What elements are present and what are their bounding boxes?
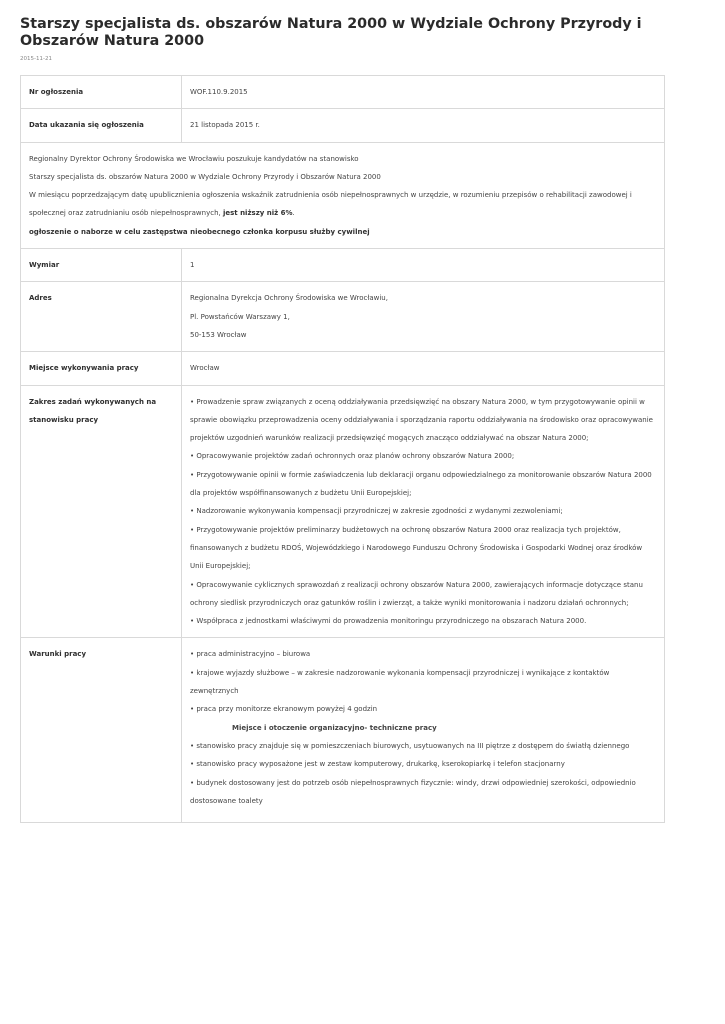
conditions-cell xyxy=(182,638,665,823)
table-row xyxy=(21,76,665,109)
intro-line: Regionalny Dyrektor Ochrony Środowiska we Wrocławiu poszukuje kandydatów na stanowisko xyxy=(29,154,359,163)
table-row xyxy=(21,249,665,282)
list-item: • budynek dostosowany jest do potrzeb osób niepełnosprawnych fizycznie: windy, drzwi odpowiedniej szerokości, odpowiednio dostosowane toalety xyxy=(190,778,636,805)
list-item: • Prowadzenie spraw związanych z oceną oddziaływania przedsięwzięć na obszary Natura 2000, w tym przygotowywanie opinii w sprawie obowiązku przeprowadzenia oceny oddziaływania i sporządzania raportu oddziaływania na środowisko oraz opracowywanie projektów uzgodnień warunków realizacji przedsięwzięć mogących znacząco oddziaływać na obszar Natura 2000; xyxy=(190,397,653,443)
list-item: • stanowisko pracy wyposażone jest w zestaw komputerowy, drukarkę, kserokopiarkę i telefon stacjonarny xyxy=(190,760,565,769)
row-label: Warunki pracy xyxy=(21,638,182,823)
row-value: 1 xyxy=(182,249,665,282)
intro-emphasis: jest niższy niż 6% xyxy=(222,209,293,218)
address-line: 50-153 Wrocław xyxy=(190,330,247,339)
intro-text: W miesiącu poprzedzającym datę upublicznienia ogłoszenia wskaźnik zatrudnienia osób niepełnosprawnych w urzędzie, w rozumieniu przepisów o rehabilitacji zawodowej i społecznej oraz zatrudnianiu osób niepełnosprawnych, xyxy=(29,191,632,218)
table-row xyxy=(21,352,665,385)
row-label: Adres xyxy=(21,282,182,352)
list-item: • Opracowywanie projektów zadań ochronnych oraz planów ochrony obszarów Natura 2000; xyxy=(190,452,515,461)
row-label: Wymiar xyxy=(21,249,182,282)
list-item: • Opracowywanie cyklicznych sprawozdań z realizacji ochrony obszarów Natura 2000, zawierających informacje dotyczące stanu ochrony siedlisk przyrodniczych oraz gatunków roślin i zwierząt, a także wyniki monitorowania i nadzoru działań ochronnych; xyxy=(190,580,643,607)
list-item: • praca przy monitorze ekranowym powyżej 4 godzin xyxy=(190,705,378,714)
table-row xyxy=(21,142,665,248)
list-item: • stanowisko pracy znajduje się w pomieszczeniach biurowych, usytuowanych na III piętrze z dostępem do światłą dziennego xyxy=(190,741,630,750)
list-item: • praca administracyjno – biurowa xyxy=(190,650,311,659)
address-line: Regionalna Dyrekcja Ochrony Środowiska we Wrocławiu, xyxy=(190,294,388,303)
conditions-subheading: Miejsce i otoczenie organizacyjno- techniczne pracy xyxy=(232,723,437,732)
row-value: Wrocław xyxy=(182,352,665,385)
table-row xyxy=(21,109,665,142)
intro-note: ogłoszenie o naborze w celu zastępstwa nieobecnego członka korpusu służby cywilnej xyxy=(29,227,370,236)
intro-line: Starszy specjalista ds. obszarów Natura 2000 w Wydziale Ochrony Przyrody i Obszarów Natura 2000 xyxy=(29,172,381,181)
row-value: WOF.110.9.2015 xyxy=(182,76,665,109)
row-value: 21 listopada 2015 r. xyxy=(182,109,665,142)
duties-cell xyxy=(182,385,665,638)
intro-period: . xyxy=(292,209,295,218)
list-item: • krajowe wyjazdy służbowe – w zakresie nadzorowanie wykonania kompensacji przyrodniczej i wynikające z kontaktów zewnętrznych xyxy=(190,668,610,696)
list-item: • Współpraca z jednostkami właściwymi do prowadzenia monitoringu przyrodniczego na obszarach Natura 2000. xyxy=(190,617,587,626)
row-label: Data ukazania się ogłoszenia xyxy=(21,109,182,142)
address-line: Pl. Powstańców Warszawy 1, xyxy=(190,312,290,321)
row-label: Nr ogłoszenia xyxy=(21,76,182,109)
table-row xyxy=(21,385,665,638)
row-label: Miejsce wykonywania pracy xyxy=(21,352,182,385)
row-label: Zakres zadań wykonywanych na stanowisku pracy xyxy=(21,385,182,638)
table-row xyxy=(21,638,665,823)
announcement-table xyxy=(20,75,665,823)
page-title: Starszy specjalista ds. obszarów Natura 2000 w Wydziale Ochrony Przyrody i Obszarów Natura 2000 xyxy=(20,16,642,49)
intro-line xyxy=(29,186,656,223)
table-row xyxy=(21,282,665,352)
address-cell xyxy=(182,282,665,352)
list-item: • Przygotowywanie projektów preliminarzy budżetowych na ochronę obszarów Natura 2000 oraz realizacja tych projektów, finansowanych z budżetu RDOŚ, Wojewódzkiego i Narodowego Funduszu Ochrony Środowiska i Gospodarki Wodnej oraz środków Unii Europejskiej; xyxy=(190,525,643,571)
list-item: • Nadzorowanie wykonywania kompensacji przyrodniczej w zakresie zgodności z wydanymi zezwoleniami; xyxy=(190,507,563,516)
list-item: • Przygotowywanie opinii w formie zaświadczenia lub deklaracji organu odpowiedzialnego za monitorowanie obszarów Natura 2000 dla projektów współfinansowanych z budżetu Unii Europejskiej; xyxy=(190,470,652,498)
publish-date: 2015-11-21 xyxy=(20,56,52,62)
intro-cell xyxy=(21,142,665,248)
